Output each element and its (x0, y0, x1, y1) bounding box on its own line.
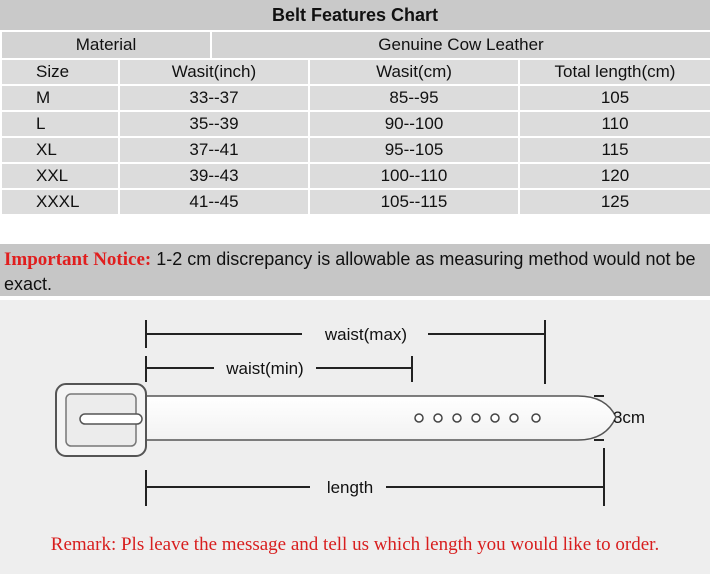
belt-hole (415, 414, 423, 422)
total-length-cell: 105 (519, 85, 710, 111)
belt-hole (453, 414, 461, 422)
waist-cm-cell: 105--115 (309, 189, 519, 215)
waist-inch-cell: 39--43 (119, 163, 309, 189)
material-row (1, 31, 710, 59)
belt-hole (472, 414, 480, 422)
notice-text: 1-2 cm discrepancy is allowable as measuring method would not be exact. (4, 249, 696, 294)
table-row (1, 163, 710, 189)
chart-title: Belt Features Chart (0, 0, 710, 30)
belt-diagram-svg (0, 300, 710, 574)
buckle-prong (80, 414, 142, 424)
belt-hole (532, 414, 540, 422)
size-cell: XXXL (1, 189, 119, 215)
belt-hole (510, 414, 518, 422)
header-total-length: Total length(cm) (519, 59, 710, 85)
size-cell: XXL (1, 163, 119, 189)
header-size: Size (1, 59, 119, 85)
waist-inch-cell: 37--41 (119, 137, 309, 163)
belt-hole (434, 414, 442, 422)
total-length-cell: 115 (519, 137, 710, 163)
table-header-row (1, 59, 710, 85)
waist-inch-cell: 41--45 (119, 189, 309, 215)
size-table (0, 30, 710, 216)
waist-cm-cell: 95--105 (309, 137, 519, 163)
header-waist-inch: Wasit(inch) (119, 59, 309, 85)
table-row (1, 85, 710, 111)
total-length-cell: 110 (519, 111, 710, 137)
belt-diagram (0, 300, 710, 574)
table-row (1, 111, 710, 137)
waist-inch-cell: 33--37 (119, 85, 309, 111)
size-cell: L (1, 111, 119, 137)
waist-inch-cell: 35--39 (119, 111, 309, 137)
waist-min-label: waist(min) (226, 359, 304, 378)
size-cell: M (1, 85, 119, 111)
material-label: Material (1, 31, 211, 59)
table-row (1, 137, 710, 163)
waist-cm-cell: 100--110 (309, 163, 519, 189)
length-dimension (146, 448, 604, 506)
total-length-cell: 125 (519, 189, 710, 215)
important-notice (0, 244, 710, 296)
waist-max-label: waist(max) (324, 325, 408, 344)
total-length-cell: 120 (519, 163, 710, 189)
remark-text: Remark: Pls leave the message and tell us which length you would like to order. (50, 534, 660, 555)
length-label: length (326, 478, 374, 497)
size-cell: XL (1, 137, 119, 163)
width-label: 3cm (612, 408, 646, 427)
table-row (1, 189, 710, 215)
header-waist-cm: Wasit(cm) (309, 59, 519, 85)
notice-label: Important Notice: (4, 249, 152, 270)
waist-cm-cell: 90--100 (309, 111, 519, 137)
material-value: Genuine Cow Leather (211, 31, 710, 59)
waist-cm-cell: 85--95 (309, 85, 519, 111)
belt-strap (138, 396, 616, 440)
belt-hole (491, 414, 499, 422)
